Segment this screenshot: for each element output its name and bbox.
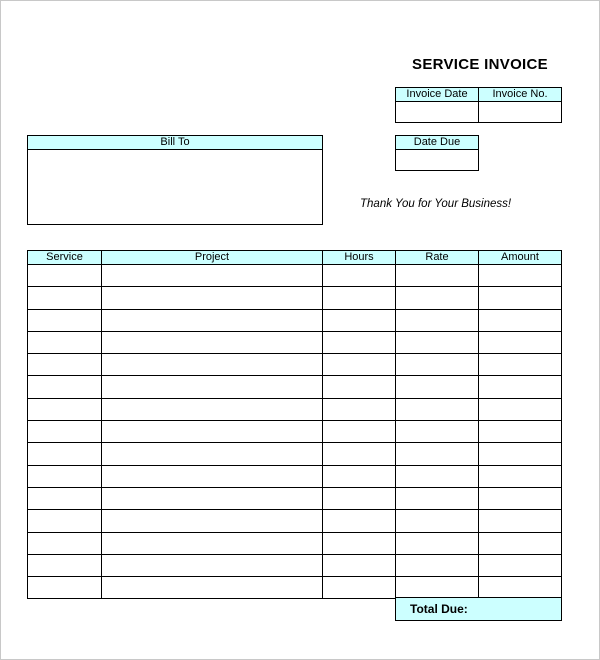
amount-cell[interactable] xyxy=(479,577,562,599)
table-row xyxy=(28,577,562,599)
amount-cell[interactable] xyxy=(479,331,562,353)
table-row xyxy=(28,331,562,353)
project-cell[interactable] xyxy=(102,287,323,309)
table-row xyxy=(28,554,562,576)
table-row xyxy=(28,443,562,465)
hours-cell[interactable] xyxy=(323,398,396,420)
rate-cell[interactable] xyxy=(396,421,479,443)
hours-cell[interactable] xyxy=(323,532,396,554)
hours-cell[interactable] xyxy=(323,510,396,532)
service-cell[interactable] xyxy=(28,331,102,353)
service-cell[interactable] xyxy=(28,465,102,487)
amount-cell[interactable] xyxy=(479,265,562,287)
project-cell[interactable] xyxy=(102,331,323,353)
hours-cell[interactable] xyxy=(323,309,396,331)
hours-cell[interactable] xyxy=(323,443,396,465)
hours-cell[interactable] xyxy=(323,465,396,487)
table-row xyxy=(28,487,562,509)
amount-cell[interactable] xyxy=(479,421,562,443)
project-cell[interactable] xyxy=(102,376,323,398)
rate-cell[interactable] xyxy=(396,354,479,376)
table-row xyxy=(28,532,562,554)
invoice-number-field[interactable] xyxy=(479,102,562,123)
rate-cell[interactable] xyxy=(396,376,479,398)
date-due-header: Date Due xyxy=(396,136,479,150)
table-row xyxy=(28,376,562,398)
table-row xyxy=(28,354,562,376)
rate-cell[interactable] xyxy=(396,554,479,576)
project-cell[interactable] xyxy=(102,443,323,465)
amount-cell[interactable] xyxy=(479,465,562,487)
amount-cell[interactable] xyxy=(479,309,562,331)
rate-cell[interactable] xyxy=(396,510,479,532)
hours-cell[interactable] xyxy=(323,354,396,376)
service-cell[interactable] xyxy=(28,309,102,331)
column-header-amount: Amount xyxy=(479,251,562,265)
hours-cell[interactable] xyxy=(323,265,396,287)
table-row xyxy=(28,265,562,287)
table-row xyxy=(28,309,562,331)
invoice-number-header: Invoice No. xyxy=(479,88,562,102)
invoice-date-field[interactable] xyxy=(396,102,479,123)
column-header-rate: Rate xyxy=(396,251,479,265)
total-due-label: Total Due: xyxy=(396,598,562,621)
table-row xyxy=(28,510,562,532)
rate-cell[interactable] xyxy=(396,398,479,420)
column-header-hours: Hours xyxy=(323,251,396,265)
rate-cell[interactable] xyxy=(396,309,479,331)
column-header-project: Project xyxy=(102,251,323,265)
service-cell[interactable] xyxy=(28,265,102,287)
service-cell[interactable] xyxy=(28,443,102,465)
amount-cell[interactable] xyxy=(479,487,562,509)
rate-cell[interactable] xyxy=(396,443,479,465)
service-cell[interactable] xyxy=(28,510,102,532)
amount-cell[interactable] xyxy=(479,376,562,398)
amount-cell[interactable] xyxy=(479,532,562,554)
thank-you-note: Thank You for Your Business! xyxy=(360,198,512,210)
amount-cell[interactable] xyxy=(479,443,562,465)
total-table xyxy=(395,597,562,621)
table-row xyxy=(28,398,562,420)
hours-cell[interactable] xyxy=(323,421,396,443)
rate-cell[interactable] xyxy=(396,532,479,554)
project-cell[interactable] xyxy=(102,577,323,599)
project-cell[interactable] xyxy=(102,532,323,554)
service-cell[interactable] xyxy=(28,487,102,509)
invoice-title: SERVICE INVOICE xyxy=(412,56,548,73)
project-cell[interactable] xyxy=(102,354,323,376)
amount-cell[interactable] xyxy=(479,287,562,309)
project-cell[interactable] xyxy=(102,265,323,287)
amount-cell[interactable] xyxy=(479,510,562,532)
project-cell[interactable] xyxy=(102,309,323,331)
amount-cell[interactable] xyxy=(479,398,562,420)
service-cell[interactable] xyxy=(28,376,102,398)
date-due-table xyxy=(395,135,479,171)
hours-cell[interactable] xyxy=(323,331,396,353)
invoice-date-header: Invoice Date xyxy=(396,88,479,102)
project-cell[interactable] xyxy=(102,421,323,443)
rate-cell[interactable] xyxy=(396,577,479,599)
table-row xyxy=(28,421,562,443)
bill-to-header: Bill To xyxy=(28,136,323,150)
rate-cell[interactable] xyxy=(396,265,479,287)
project-cell[interactable] xyxy=(102,510,323,532)
service-cell[interactable] xyxy=(28,354,102,376)
project-cell[interactable] xyxy=(102,487,323,509)
rate-cell[interactable] xyxy=(396,465,479,487)
service-cell[interactable] xyxy=(28,577,102,599)
hours-cell[interactable] xyxy=(323,577,396,599)
service-cell[interactable] xyxy=(28,398,102,420)
date-due-field[interactable] xyxy=(396,150,479,171)
table-row xyxy=(28,287,562,309)
line-items-body xyxy=(28,265,562,599)
hours-cell[interactable] xyxy=(323,487,396,509)
hours-cell[interactable] xyxy=(323,554,396,576)
amount-cell[interactable] xyxy=(479,354,562,376)
hours-cell[interactable] xyxy=(323,376,396,398)
service-cell[interactable] xyxy=(28,554,102,576)
rate-cell[interactable] xyxy=(396,331,479,353)
rate-cell[interactable] xyxy=(396,287,479,309)
service-cell[interactable] xyxy=(28,421,102,443)
amount-cell[interactable] xyxy=(479,554,562,576)
bill-to-field[interactable] xyxy=(28,150,323,225)
table-row xyxy=(28,465,562,487)
project-cell[interactable] xyxy=(102,554,323,576)
column-header-service: Service xyxy=(28,251,102,265)
invoice-info-table xyxy=(395,87,562,123)
service-cell[interactable] xyxy=(28,287,102,309)
hours-cell[interactable] xyxy=(323,287,396,309)
line-items-table xyxy=(27,250,562,599)
bill-to-table xyxy=(27,135,323,225)
project-cell[interactable] xyxy=(102,398,323,420)
rate-cell[interactable] xyxy=(396,487,479,509)
project-cell[interactable] xyxy=(102,465,323,487)
service-cell[interactable] xyxy=(28,532,102,554)
